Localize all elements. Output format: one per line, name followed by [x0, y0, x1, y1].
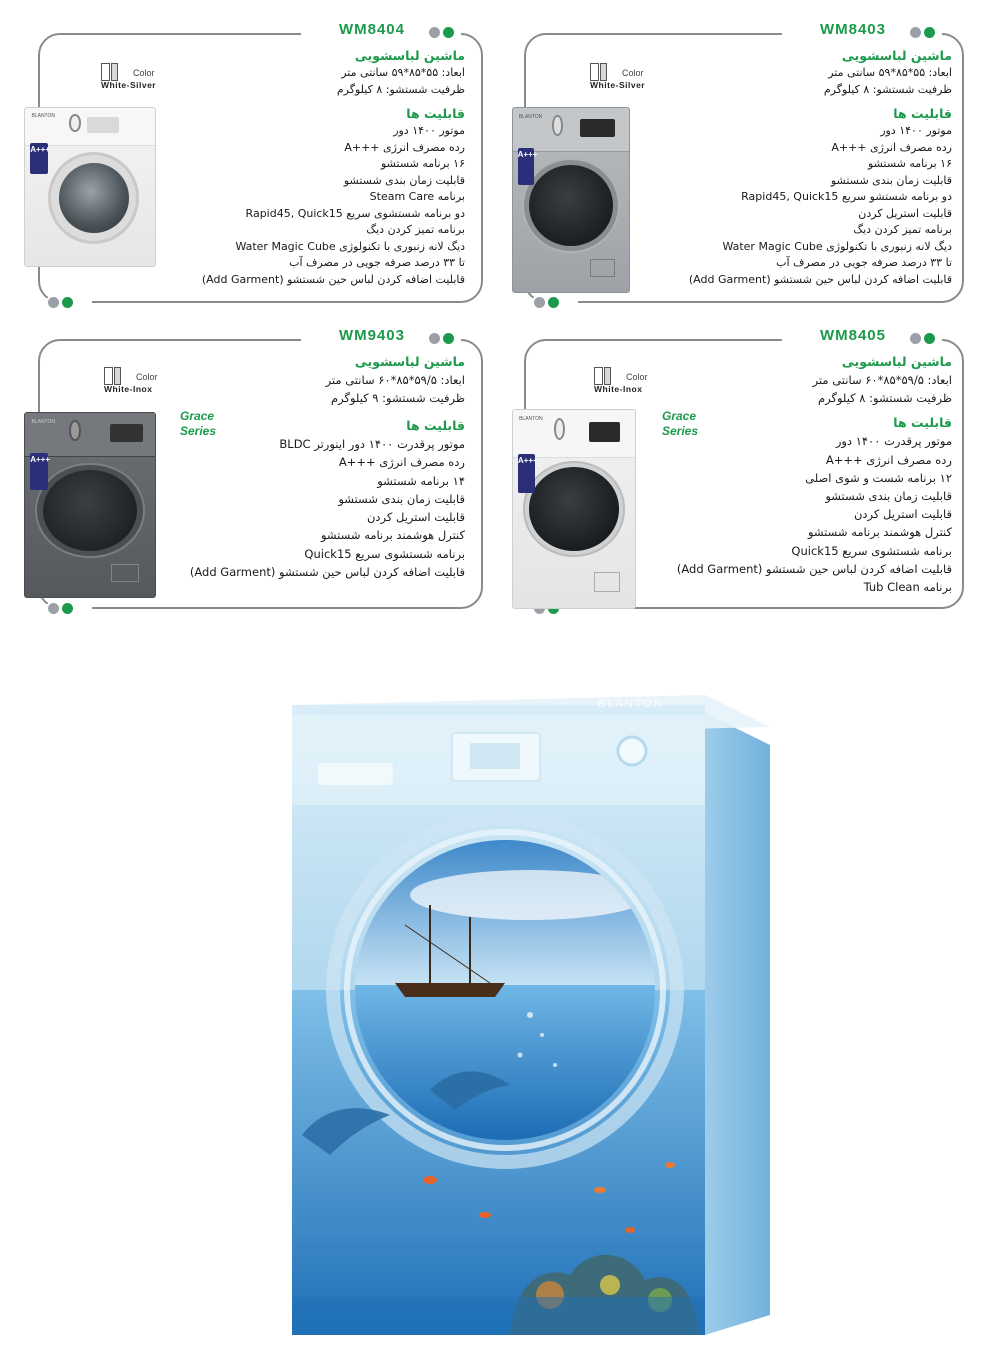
feature-item: دو برنامه شستشو سریع Rapid45, Quick15 — [741, 190, 952, 203]
feature-item: قابلیت استریل کردن — [366, 510, 465, 525]
decor-dots — [534, 297, 566, 309]
feature-item: ۱۲ برنامه شست و شوی اصلی — [805, 470, 952, 485]
feature-item: برنامه شستشوی سریع Quick15 — [304, 546, 465, 561]
feature-item: قابلیت اضافه کردن لباس حین شستشو (Add Garment) — [688, 272, 952, 286]
feature-item: قابلیت استریل کردن — [853, 507, 952, 522]
washing-machine-image: BLANTON A+++ — [24, 107, 156, 267]
energy-badge: A+++ — [30, 143, 48, 175]
color-swatch-icon — [590, 63, 608, 81]
feature-item: برنامه شستشوی سریع Quick15 — [791, 543, 952, 558]
feature-item: دو برنامه شستشوی سریع Rapid45, Quick15 — [245, 206, 465, 220]
feature-item: کنترل هوشمند برنامه شستشو — [320, 528, 465, 543]
series-name: Grace Series — [662, 409, 699, 438]
feature-item: رده مصرف انرژی +++A — [338, 455, 465, 470]
feature-item: قابلیت زمان بندی شستشو — [825, 489, 952, 504]
door-glass — [59, 163, 129, 233]
door-glass — [529, 165, 613, 246]
washing-machine-image: BLANTON A+++ — [512, 107, 630, 293]
product-card-wm8403 — [517, 21, 964, 315]
hero-brand: BLANTON — [598, 698, 664, 710]
specs-block — [165, 353, 465, 581]
transparent-washing-machine-illustration — [280, 685, 780, 1345]
model-number: WM8404 — [331, 21, 413, 38]
feature-item: قابلیت زمان بندی شستشو — [343, 173, 465, 187]
color-value: White-Silver — [590, 80, 646, 90]
feature-item: تا ۳۳ درصد صرفه جویی در مصرف آب — [776, 256, 952, 269]
washing-machine-image: BLANTON A+++ — [512, 409, 636, 609]
color-value: White-Silver — [101, 80, 157, 90]
decor-dots — [429, 333, 461, 345]
dimensions: ابعاد: ۵۹/۵*۸۵*۶۰ سانتی متر — [812, 373, 952, 387]
specs-block — [662, 47, 952, 288]
feature-item: برنامه Tub Clean — [863, 580, 952, 595]
door-glass — [43, 470, 137, 551]
washing-machine-image: BLANTON A+++ — [24, 412, 156, 598]
feature-item: موتور پرقدرت ۱۴۰۰ دور — [835, 434, 952, 449]
dimensions: ابعاد: ۵۹/۵*۸۵*۶۰ سانتی متر — [325, 373, 465, 387]
color-value: White-Inox — [104, 384, 153, 394]
feature-item: تا ۳۳ درصد صرفه جویی در مصرف آب — [289, 256, 465, 269]
feature-item: موتور ۱۴۰۰ دور — [880, 124, 952, 137]
series-name: Grace Series — [180, 409, 217, 438]
color-swatch-icon — [101, 63, 119, 81]
capacity: ظرفیت شستشو: ۸ کیلوگرم — [823, 82, 952, 96]
capacity: ظرفیت شستشو: ۸ کیلوگرم — [336, 82, 465, 96]
feature-item: کنترل هوشمند برنامه شستشو — [807, 525, 952, 540]
hero-illustration — [280, 685, 780, 1345]
capacity: ظرفیت شستشو: ۹ کیلوگرم — [331, 391, 465, 405]
decor-dots — [910, 27, 942, 39]
capacity: ظرفیت شستشو: ۸ کیلوگرم — [818, 391, 952, 406]
feature-item: قابلیت زمان بندی شستشو — [338, 491, 465, 506]
color-value: White-Inox — [594, 384, 643, 394]
color-label: Color — [136, 372, 158, 382]
decor-dots — [910, 333, 942, 345]
feature-item: ۱۶ برنامه شستشو — [868, 157, 952, 170]
feature-item: قابلیت زمان بندی شستشو — [830, 173, 952, 187]
color-label: Color — [133, 68, 155, 78]
features-title: قابلیت ها — [893, 106, 952, 121]
feature-item: دیگ لانه زنبوری با تکنولوژی Water Magic Cube — [235, 239, 465, 253]
specs-block — [175, 47, 465, 288]
color-swatch-icon — [594, 367, 612, 385]
door-glass — [529, 467, 619, 550]
features-title: قابلیت ها — [406, 418, 465, 433]
model-number: WM8405 — [812, 327, 894, 344]
feature-item: برنامه تمیز کردن دیگ — [853, 223, 952, 236]
decor-dots — [429, 27, 461, 39]
decor-dots — [48, 603, 80, 615]
feature-item: ۱۶ برنامه شستشو — [381, 157, 465, 170]
product-card-wm9403 — [30, 327, 483, 621]
color-label: Color — [622, 68, 644, 78]
feature-item: دیگ لانه زنبوری با تکنولوژی Water Magic Cube — [722, 239, 952, 253]
product-title: ماشین لباسشویی — [354, 354, 465, 369]
product-title: ماشین لباسشویی — [841, 354, 952, 369]
feature-item: رده مصرف انرژی +++A — [344, 140, 465, 154]
feature-item: قابلیت استریل کردن — [858, 206, 952, 220]
energy-badge: A+++ — [518, 454, 535, 494]
model-number: WM8403 — [812, 21, 894, 38]
energy-badge: A+++ — [518, 148, 534, 185]
dimensions: ابعاد: ۵۵*۸۵*۵۹ سانتی متر — [341, 66, 465, 79]
product-card-wm8404 — [30, 21, 483, 315]
product-title: ماشین لباسشویی — [841, 48, 952, 63]
feature-item: ۱۴ برنامه شستشو — [377, 473, 465, 488]
product-card-wm8405 — [517, 327, 964, 621]
product-title: ماشین لباسشویی — [354, 48, 465, 63]
features-title: قابلیت ها — [406, 106, 465, 121]
color-swatch-icon — [104, 367, 122, 385]
model-number: WM9403 — [331, 327, 413, 344]
feature-item: موتور ۱۴۰۰ دور — [393, 124, 465, 137]
feature-item: قابلیت اضافه کردن لباس حین شستشو (Add Garment) — [189, 565, 465, 580]
feature-item: برنامه Steam Care — [369, 190, 465, 203]
specs-block — [642, 353, 952, 596]
feature-item: موتور پرقدرت ۱۴۰۰ دور اینورتر BLDC — [279, 437, 465, 451]
decor-dots — [48, 297, 80, 309]
feature-item: قابلیت اضافه کردن لباس حین شستشو (Add Garment) — [201, 272, 465, 286]
energy-badge: A+++ — [30, 453, 48, 490]
feature-item: قابلیت اضافه کردن لباس حین شستشو (Add Garment) — [676, 561, 952, 576]
feature-item: رده مصرف انرژی +++A — [831, 140, 952, 154]
feature-item: رده مصرف انرژی +++A — [825, 452, 952, 467]
color-label: Color — [626, 372, 648, 382]
features-title: قابلیت ها — [893, 415, 952, 431]
dimensions: ابعاد: ۵۵*۸۵*۵۹ سانتی متر — [828, 66, 952, 79]
feature-item: برنامه تمیز کردن دیگ — [366, 223, 465, 236]
